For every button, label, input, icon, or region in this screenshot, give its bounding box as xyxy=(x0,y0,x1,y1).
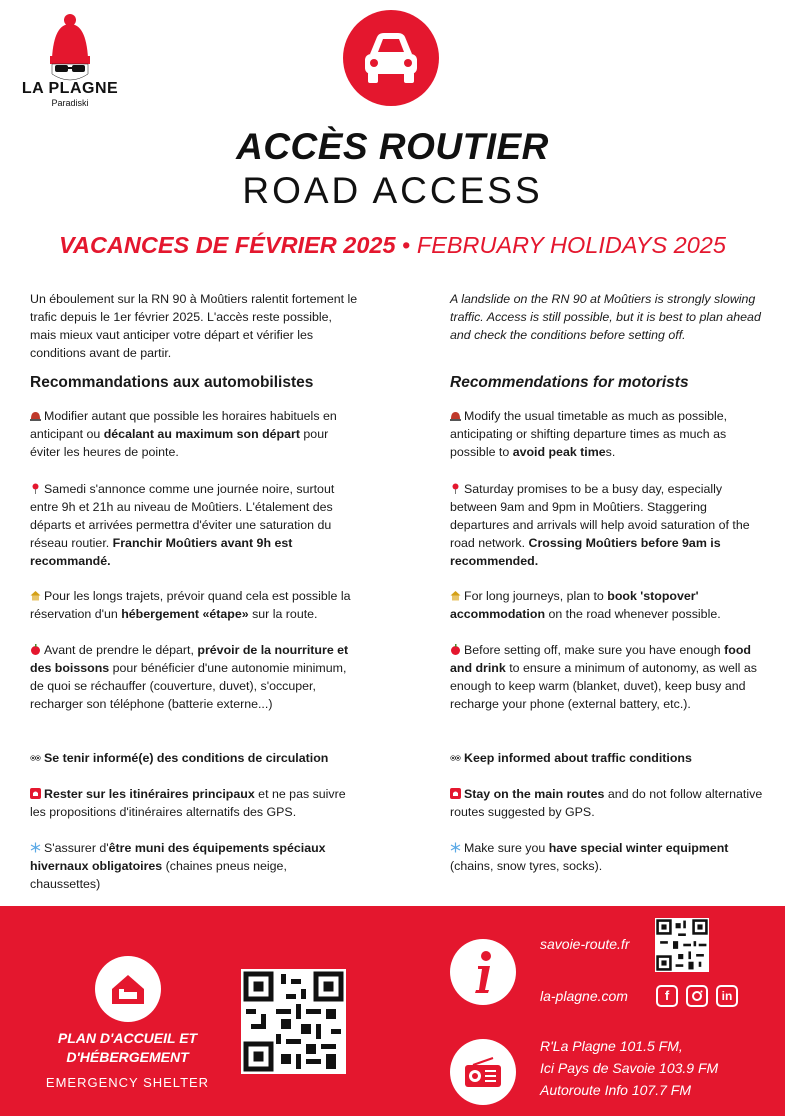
shelter-title-2: D'HÉBERGEMENT xyxy=(66,1049,189,1065)
qr-code-savoie-route[interactable] xyxy=(655,918,709,972)
qr-code-shelter[interactable] xyxy=(241,969,346,1074)
qr-code-icon xyxy=(241,969,346,1074)
radio-line-1: R'La Plagne 101.5 FM, xyxy=(540,1038,683,1054)
siren-icon xyxy=(30,786,41,797)
eyes-icon xyxy=(450,750,461,761)
en-item: Stay on the main routes and do not follow alternative routes suggested by GPS. xyxy=(450,787,763,819)
snowflake-icon xyxy=(450,840,461,851)
radio-badge xyxy=(450,1039,516,1105)
en-item: Make sure you have special winter equipment (chains, snow tyres, socks). xyxy=(450,841,729,873)
radio-line-2: Ici Pays de Savoie 103.9 FM xyxy=(540,1060,719,1076)
shelter-subtitle: EMERGENCY SHELTER xyxy=(45,1075,210,1090)
fr-item: Samedi s'annonce comme une journée noire, surtout entre 9h et 21h au niveau de Moûtiers. L'étalement des départs et arrivées permettra d'éviter une saturation du réseau routier. Franchir Moûtiers avant 9h est recommandé. xyxy=(30,482,335,568)
logo-subtitle: Paradiski xyxy=(51,98,89,108)
qr-code-icon xyxy=(655,918,709,972)
fr-item: Rester sur les itinéraires principaux et ne pas suivre les propositions d'itinéraires alternatifs des GPS. xyxy=(30,787,346,819)
en-item: Before setting off, make sure you have enough food and drink to ensure a minimum of autonomy, as well as enough to keep warm (blanket, duvet), keep busy and recharge your phone (external battery, etc.). xyxy=(450,643,757,711)
fr-item: S'assurer d'être muni des équipements spéciaux hivernaux obligatoires (chaines pneus neige, chaussettes) xyxy=(30,841,326,891)
en-item: For long journeys, plan to book 'stopover' accommodation on the road whenever possible. xyxy=(450,589,721,621)
title-fr: ACCÈS ROUTIER xyxy=(236,126,549,167)
section-title-en: Recommendations for motorists xyxy=(450,374,689,391)
subtitle-separator: • xyxy=(395,232,417,258)
facebook-icon[interactable]: f xyxy=(656,985,678,1007)
siren-icon xyxy=(450,786,461,797)
shelter-bed-icon xyxy=(95,956,161,1022)
fr-item: Pour les longs trajets, prévoir quand cela est possible la réservation d'un hébergement «étape» sur la route. xyxy=(30,589,351,621)
fr-item: Modifier autant que possible les horaires habituels en anticipant ou décalant au maximum son départ pour éviter les heures de pointe. xyxy=(30,409,337,459)
car-badge xyxy=(343,10,439,106)
house-icon xyxy=(30,588,41,599)
en-item: Modify the usual timetable as much as possible, anticipating or shifting departure times as much as possible to avoid peak times. xyxy=(450,409,728,459)
logo-name: LA PLAGNE xyxy=(21,80,119,97)
fr-item: Avant de prendre le départ, prévoir de la nourriture et des boissons pour bénéficier d'une autonomie minimum, de quoi se réchauffer (couverture, duvet), s'occuper, recharger son téléphone (batterie externe...) xyxy=(30,643,349,711)
pin-icon xyxy=(450,481,461,492)
subtitle xyxy=(0,232,785,259)
info-icon xyxy=(450,939,516,1005)
shelter-title-1: PLAN D'ACCUEIL ET xyxy=(57,1030,198,1046)
subtitle-fr: VACANCES DE FÉVRIER 2025 xyxy=(59,232,396,258)
subtitle-en: FEBRUARY HOLIDAYS 2025 xyxy=(416,232,726,258)
alarm-icon xyxy=(450,408,461,419)
eyes-icon xyxy=(30,750,41,761)
instagram-icon[interactable] xyxy=(686,985,708,1007)
en-item: Keep informed about traffic conditions xyxy=(450,749,768,767)
link-la-plagne[interactable]: la-plagne.com xyxy=(540,988,628,1004)
apple-icon xyxy=(450,642,461,653)
link-savoie-route[interactable]: savoie-route.fr xyxy=(540,936,630,952)
info-badge xyxy=(450,939,516,1005)
intro-fr: Un éboulement sur la RN 90 à Moûtiers ralentit fortement le trafic depuis le 1er février 2025. L'accès reste possible, mais mieux vaut anticiper votre départ et vérifier les conditions avant de partir. xyxy=(30,292,358,360)
alarm-icon xyxy=(30,408,41,419)
snowflake-icon xyxy=(30,840,41,851)
en-item: Saturday promises to be a busy day, especially between 9am and 9pm in Moûtiers. Staggering departures and arrivals will help avoid saturation of the road network. Crossing Moûtiers before 9am is recommended. xyxy=(450,482,750,568)
linkedin-icon[interactable]: in xyxy=(716,985,738,1007)
fr-item: Se tenir informé(e) des conditions de circulation xyxy=(30,749,360,767)
radio-line-3: Autoroute Info 107.7 FM xyxy=(540,1082,691,1098)
apple-icon xyxy=(30,642,41,653)
car-icon xyxy=(343,10,439,106)
radio-icon xyxy=(450,1039,516,1105)
column-fr xyxy=(30,290,360,362)
house-icon xyxy=(450,588,461,599)
intro-en: A landslide on the RN 90 at Moûtiers is strongly slowing traffic. Access is still possible, but it is best to plan ahead and check the conditions before setting off. xyxy=(450,292,761,342)
title-en: ROAD ACCESS xyxy=(242,170,543,211)
section-title-fr: Recommandations aux automobilistes xyxy=(30,374,314,391)
shelter-badge xyxy=(95,956,161,1022)
pin-icon xyxy=(30,481,41,492)
